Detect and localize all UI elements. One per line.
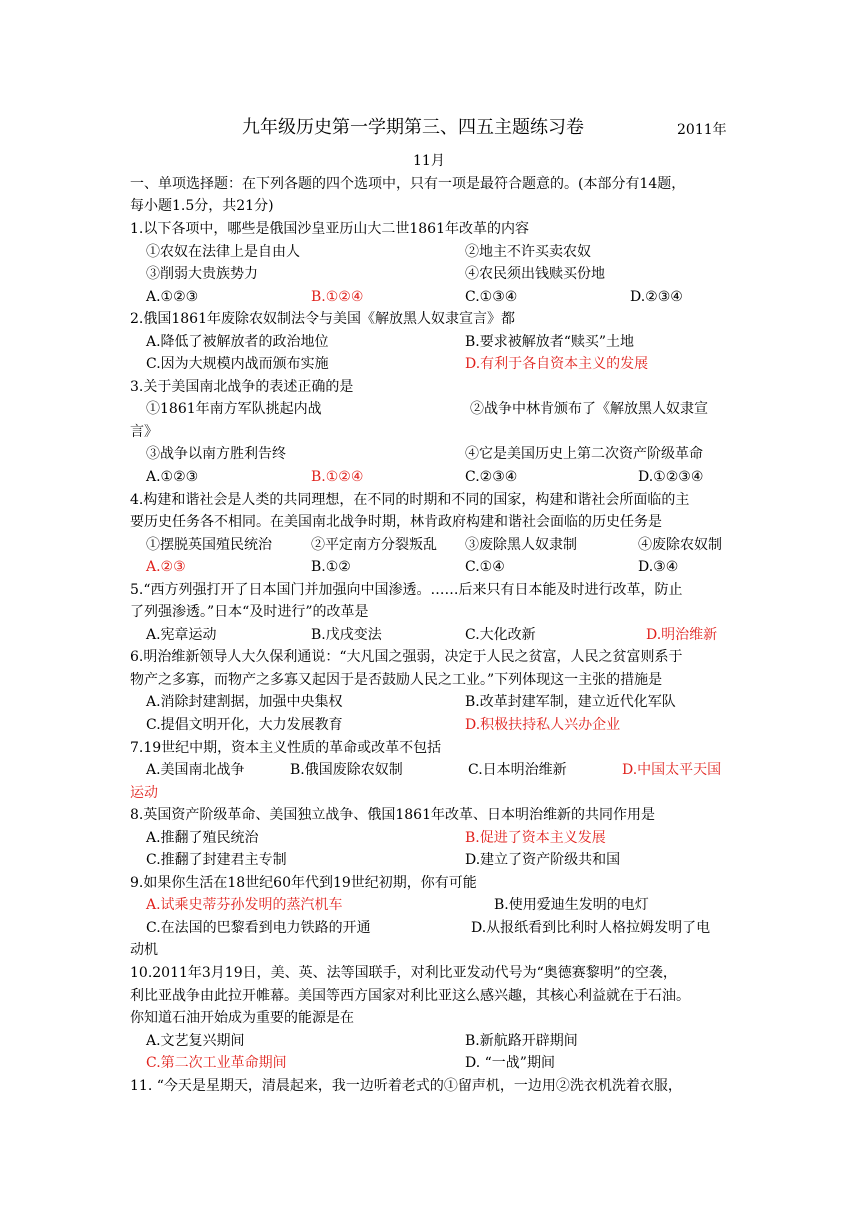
question-1-option-b: B.①②④ xyxy=(311,289,364,305)
date-year: 2011年 xyxy=(677,122,727,138)
question-7-option-d-cont: 运动 xyxy=(130,785,158,801)
question-7-option-b: B.俄国废除农奴制 xyxy=(290,762,403,778)
question-3-option-c: C.②③④ xyxy=(465,469,518,485)
question-6-option-b: B.改革封建军制，建立近代化军队 xyxy=(465,694,676,710)
question-10-option-a: A.文艺复兴期间 xyxy=(146,1033,245,1049)
question-9-option-d-cont: 动机 xyxy=(130,942,158,958)
question-4-statement-3: ③废除黑人奴隶制 xyxy=(465,537,577,553)
question-1-statement-4: ④农民须出钱赎买份地 xyxy=(465,266,605,282)
question-6-option-d: D.积极扶持私人兴办企业 xyxy=(465,717,621,733)
question-3-statement-1: ①1861年南方军队挑起内战 xyxy=(146,401,322,417)
question-4-option-b: B.①② xyxy=(311,559,351,575)
question-5-option-a: A.宪章运动 xyxy=(146,627,217,643)
question-4-statement-4: ④废除农奴制 xyxy=(638,537,722,553)
question-2-option-c: C.因为大规模内战而颁布实施 xyxy=(146,356,329,372)
question-8-option-c: C.推翻了封建君主专制 xyxy=(146,852,287,868)
question-9-option-c: C.在法国的巴黎看到电力铁路的开通 xyxy=(146,920,371,936)
question-3-option-d: D.①②③④ xyxy=(638,469,704,485)
question-3-statement-3: ③战争以南方胜利告终 xyxy=(146,446,286,462)
date-month: 11月 xyxy=(413,153,445,169)
question-9-stem: 9.如果你生活在18世纪60年代到19世纪初期，你有可能 xyxy=(130,875,477,891)
question-1-statement-2: ②地主不许买卖农奴 xyxy=(465,244,591,260)
question-7-option-a: A.美国南北战争 xyxy=(146,762,245,778)
question-7-stem: 7.19世纪中期，资本主义性质的革命或改革不包括 xyxy=(130,740,442,756)
question-8-option-b: B.促进了资本主义发展 xyxy=(465,830,606,846)
question-5-stem: 5.“西方列强打开了日本国门并加强向中国渗透。……后来只有日本能及时进行改革，防止 xyxy=(130,582,683,598)
question-3-statement-2: ②战争中林肯颁布了《解放黑人奴隶宣 xyxy=(470,401,708,417)
section-heading: 一、单项选择题：在下列各题的四个选项中，只有一项是最符合题意的。(本部分有14题， xyxy=(130,176,686,192)
question-1-option-c: C.①③④ xyxy=(465,289,518,305)
question-10-option-d: D. “一战”期间 xyxy=(465,1055,555,1071)
question-8-stem: 8.英国资产阶级革命、美国独立战争、俄国1861年改革、日本明治维新的共同作用是 xyxy=(130,807,655,823)
question-6-stem-cont: 物产之多寡，而物产之多寡又起因于是否鼓励人民之工业。”下列体现这一主张的措施是 xyxy=(130,672,663,688)
question-3-stem: 3.关于美国南北战争的表述正确的是 xyxy=(130,379,354,395)
question-9-option-b: B.使用爱迪生发明的电灯 xyxy=(494,897,649,913)
page-title: 九年级历史第一学期第三、四五主题练习卷 xyxy=(242,117,584,138)
question-4-option-a: A.②③ xyxy=(146,559,186,575)
section-heading-cont: 每小题1.5分，共21分) xyxy=(130,198,274,214)
question-2-stem: 2.俄国1861年废除农奴制法令与美国《解放黑人奴隶宣言》都 xyxy=(130,311,515,327)
question-6-option-c: C.提倡文明开化，大力发展教育 xyxy=(146,717,343,733)
question-1-statement-3: ③削弱大贵族势力 xyxy=(146,266,258,282)
question-2-option-d: D.有利于各自资本主义的发展 xyxy=(465,356,649,372)
question-1-option-a: A.①②③ xyxy=(146,289,199,305)
question-3-option-a: A.①②③ xyxy=(146,469,199,485)
question-4-stem: 4.构建和谐社会是人类的共同理想，在不同的时期和不同的国家，构建和谐社会所面临的主 xyxy=(130,492,690,508)
question-8-option-a: A.推翻了殖民统治 xyxy=(146,830,259,846)
question-1-stem: 1.以下各项中，哪些是俄国沙皇亚历山大二世1861年改革的内容 xyxy=(130,221,529,237)
question-10-option-c: C.第二次工业革命期间 xyxy=(146,1055,287,1071)
question-4-statement-2: ②平定南方分裂叛乱 xyxy=(311,537,437,553)
question-6-stem: 6.明治维新领导人大久保利通说：“大凡国之强弱，决定于人民之贫富，人民之贫富则系于 xyxy=(130,649,683,665)
question-2-option-b: B.要求被解放者“赎买”土地 xyxy=(465,334,635,350)
question-10-stem-cont-2: 你知道石油开始成为重要的能源是在 xyxy=(130,1010,354,1026)
question-10-stem: 10.2011年3月19日，美、英、法等国联手，对利比亚发动代号为“奥德赛黎明”的空袭， xyxy=(130,965,677,981)
question-11-stem: 11. “今天是星期天，清晨起来，我一边听着老式的①留声机，一边用②洗衣机洗着衣服， xyxy=(130,1078,682,1094)
question-3-statement-2-cont: 言》 xyxy=(130,424,158,440)
question-2-option-a: A.降低了被解放者的政治地位 xyxy=(146,334,329,350)
question-1-statement-1: ①农奴在法律上是自由人 xyxy=(146,244,300,260)
question-8-option-d: D.建立了资产阶级共和国 xyxy=(465,852,621,868)
question-6-option-a: A.消除封建割据，加强中央集权 xyxy=(146,694,343,710)
question-1-option-d: D.②③④ xyxy=(630,289,683,305)
question-9-option-a: A.试乘史蒂芬孙发明的蒸汽机车 xyxy=(146,897,343,913)
question-10-stem-cont-1: 利比亚战争由此拉开帷幕。美国等西方国家对利比亚这么感兴趣，其核心利益就在于石油。 xyxy=(130,988,690,1004)
question-3-option-b: B.①②④ xyxy=(311,469,364,485)
question-5-option-b: B.戊戌变法 xyxy=(311,627,382,643)
question-5-stem-cont: 了列强渗透。”日本“及时进行”的改革是 xyxy=(130,604,369,620)
question-7-option-d: D.中国太平天国 xyxy=(622,762,722,778)
question-5-option-c: C.大化改新 xyxy=(465,627,536,643)
question-4-statement-1: ①摆脱英国殖民统治 xyxy=(146,537,272,553)
question-9-option-d: D.从报纸看到比利时人格拉姆发明了电 xyxy=(471,920,711,936)
question-7-option-c: C.日本明治维新 xyxy=(468,762,567,778)
question-10-option-b: B.新航路开辟期间 xyxy=(465,1033,578,1049)
question-5-option-d: D.明治维新 xyxy=(646,627,718,643)
question-4-stem-cont: 要历史任务各不相同。在美国南北战争时期，林肯政府构建和谐社会面临的历史任务是 xyxy=(130,514,662,530)
question-4-option-c: C.①④ xyxy=(465,559,505,575)
question-4-option-d: D.③④ xyxy=(638,559,679,575)
question-3-statement-4: ④它是美国历史上第二次资产阶级革命 xyxy=(465,446,703,462)
